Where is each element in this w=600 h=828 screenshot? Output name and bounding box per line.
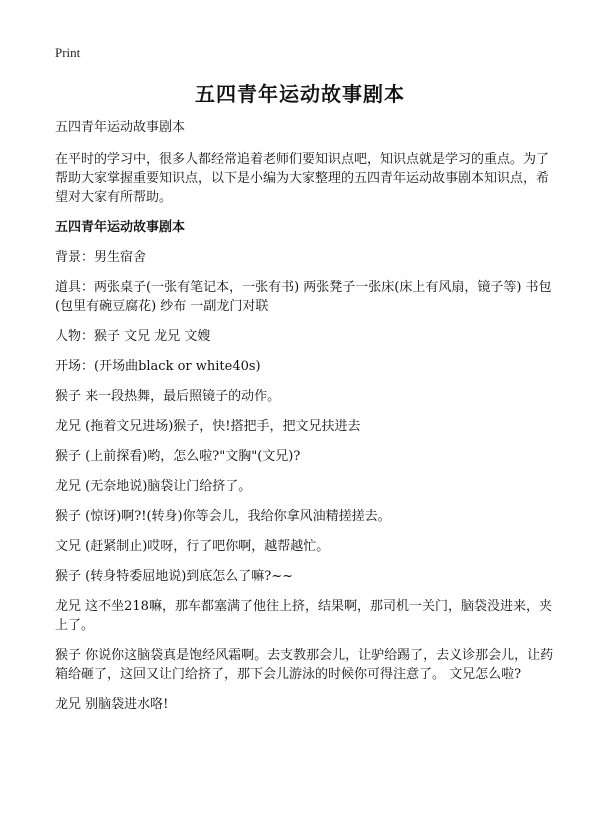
script-line-opening: 开场：(开场曲black or white40s) (55, 359, 261, 374)
script-line: 猴子 (转身特委屈地说)到底怎么了嘛?~~ (55, 569, 294, 584)
script-line-props: 道具：两张桌子(一张有笔记本，一张有书) 两张凳子一张床(床上有风扇，镜子等) 书包(包里有碗豆腐花) 纱布 一副龙门对联 (55, 280, 552, 314)
script-line: 文兄 (赶紧制止)哎呀，行了吧你啊，越帮越忙。 (55, 539, 330, 554)
script-line-characters: 人物：猴子 文兄 龙兄 文嫂 (55, 329, 211, 344)
script-line: 龙兄 (无奈地说)脑袋让门给挤了。 (55, 479, 252, 494)
script-line: 猴子 来一段热舞，最后照镜子的动作。 (55, 389, 281, 404)
print-link[interactable]: Print (55, 45, 81, 60)
script-line: 猴子 你说你这脑袋真是饱经风霜啊。去支教那会儿，让驴给踢了，去义诊那会儿，让药箱给砸了，这回又让门给挤了，那下会儿游泳的时候你可得注意了。 文兄怎么啦? (55, 648, 554, 682)
script-line: 猴子 (惊讶)啊?!(转身)你等会儿，我给你拿风油精搓搓去。 (55, 509, 391, 524)
article-subtitle: 五四青年运动故事剧本 (55, 120, 186, 135)
page-title: 五四青年运动故事剧本 (195, 82, 405, 106)
script-line: 龙兄 (拖着文兄进场)猴子，快!搭把手，把文兄扶进去 (55, 419, 361, 434)
script-line-background: 背景：男生宿舍 (55, 250, 147, 265)
intro-paragraph: 在平时的学习中，很多人都经常追着老师们要知识点吧，知识点就是学习的重点。为了帮助大家掌握重要知识点，以下是小编为大家整理的五四青年运动故事剧本知识点，希望对大家有所帮助。 (55, 152, 550, 205)
section-heading: 五四青年运动故事剧本 (55, 220, 186, 235)
script-line: 猴子 (上前探看)哟，怎么啦?"文胸"(文兄)? (55, 449, 301, 464)
script-line: 龙兄 别脑袋进水咯! (55, 697, 169, 712)
article-body (55, 118, 555, 725)
script-line: 龙兄 这不坐218嘛，那车都塞满了他往上挤，结果啊，那司机一关门，脑袋没进来，夹上了。 (55, 599, 552, 633)
